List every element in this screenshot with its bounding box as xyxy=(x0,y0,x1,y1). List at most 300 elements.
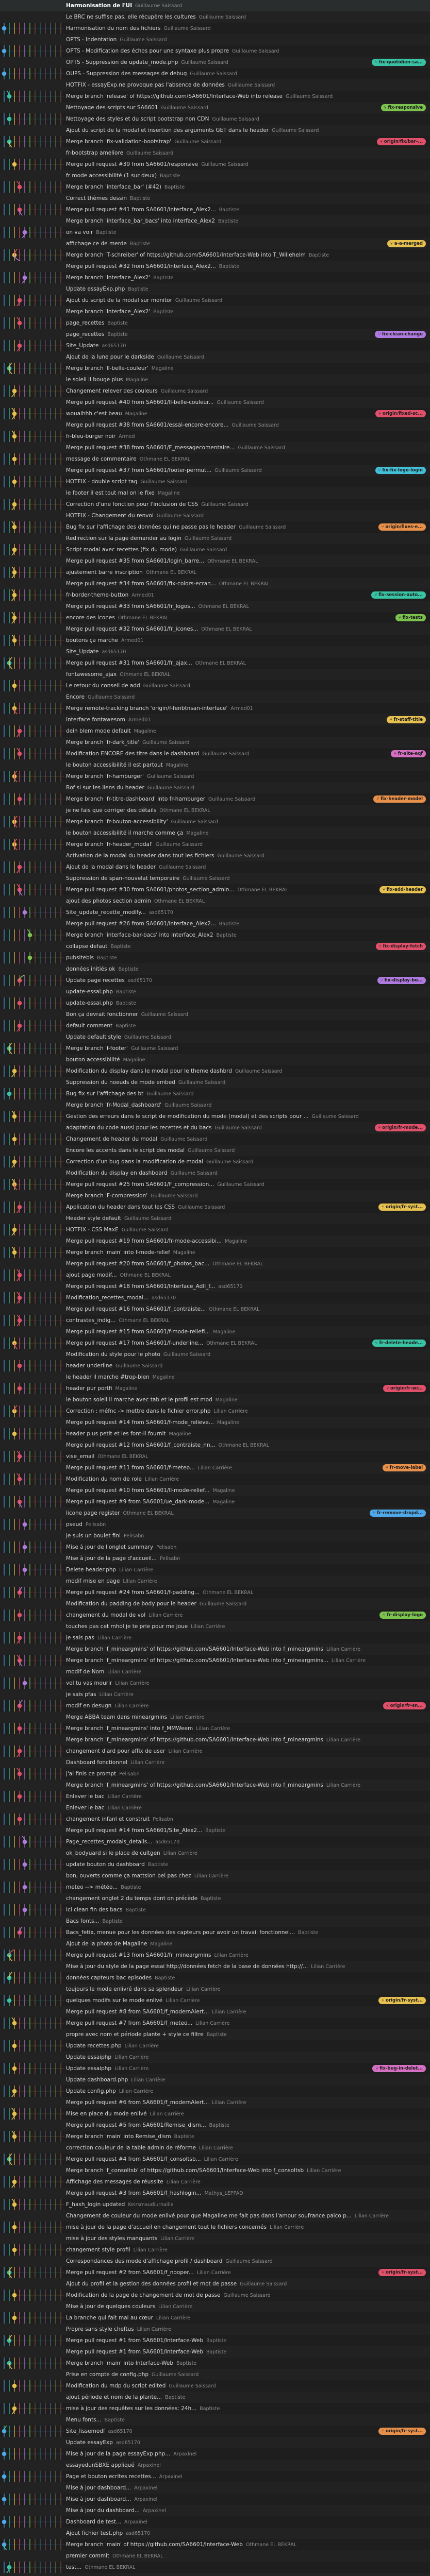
commit-message xyxy=(66,113,363,125)
commit-row[interactable] xyxy=(0,918,430,929)
branch-tag[interactable]: ⑂ fix-display-fetch xyxy=(376,943,426,950)
branch-tag[interactable]: ⑂ origin/fixes-e... xyxy=(378,523,426,531)
commit-row[interactable] xyxy=(0,397,430,408)
commit-row[interactable] xyxy=(0,419,430,431)
commit-row[interactable] xyxy=(0,227,430,238)
commit-author: Magaline xyxy=(134,728,156,734)
commit-row[interactable] xyxy=(0,465,430,476)
commit-row[interactable] xyxy=(0,125,430,136)
commit-row[interactable] xyxy=(0,2448,430,2460)
commit-row[interactable] xyxy=(0,1190,430,1201)
commit-row[interactable] xyxy=(0,2074,430,2086)
commit-row[interactable] xyxy=(0,57,430,68)
commit-row[interactable] xyxy=(0,873,430,884)
commit-row[interactable] xyxy=(0,272,430,283)
commit-message xyxy=(66,544,363,556)
commit-row[interactable] xyxy=(0,895,430,907)
commit-row[interactable] xyxy=(0,238,430,249)
commit-row[interactable] xyxy=(0,1258,430,1269)
commit-row[interactable] xyxy=(0,1235,430,1247)
commit-row[interactable] xyxy=(0,669,430,680)
commit-row[interactable] xyxy=(0,2414,430,2426)
commit-row[interactable] xyxy=(0,45,430,57)
commit-row[interactable] xyxy=(0,1394,430,1405)
commit-subject: La branche qui fait mal au cœur xyxy=(66,2315,153,2321)
commit-row[interactable] xyxy=(0,1950,430,1961)
commit-row[interactable] xyxy=(0,2154,430,2165)
commit-row[interactable] xyxy=(0,2505,430,2516)
commit-row[interactable] xyxy=(0,11,430,23)
commit-row[interactable] xyxy=(0,1677,430,1689)
branch-tag[interactable]: ⑂ origin/fr-syst... xyxy=(378,1997,426,2004)
commit-row[interactable] xyxy=(0,1734,430,1745)
commit-row[interactable] xyxy=(0,759,430,771)
commit-row[interactable] xyxy=(0,1326,430,1337)
commit-row[interactable] xyxy=(0,1791,430,1802)
commit-row[interactable] xyxy=(0,1281,430,1292)
commit-author: Lilian Carrière xyxy=(326,1647,361,1652)
commit-row[interactable] xyxy=(0,805,430,816)
branch-tag[interactable]: ⑂ origin/fr-syst... xyxy=(378,1204,426,1211)
commit-row[interactable] xyxy=(0,1167,430,1179)
commit-message xyxy=(66,193,363,205)
commit-row[interactable] xyxy=(0,657,430,669)
commit-row[interactable] xyxy=(0,1360,430,1371)
commit-row[interactable] xyxy=(0,737,430,748)
commit-row[interactable] xyxy=(0,963,430,975)
commit-row[interactable] xyxy=(0,1802,430,1814)
commit-row[interactable] xyxy=(0,1757,430,1768)
commit-row[interactable] xyxy=(0,646,430,657)
commit-subject: Update recettes.php xyxy=(66,2043,122,2049)
commit-row[interactable] xyxy=(0,2358,430,2369)
commit-row[interactable] xyxy=(0,1405,430,1417)
commit-row[interactable] xyxy=(0,1507,430,1519)
commit-row[interactable] xyxy=(0,249,430,261)
commit-row[interactable] xyxy=(0,907,430,918)
commit-row[interactable] xyxy=(0,431,430,442)
branch-tag[interactable]: ⑂ fr-move-label xyxy=(383,1464,426,1471)
commit-row[interactable] xyxy=(0,1473,430,1485)
commit-row[interactable] xyxy=(0,623,430,635)
commit-row[interactable] xyxy=(0,1621,430,1632)
commit-row[interactable] xyxy=(0,102,430,113)
branch-tag[interactable]: ⑂ fr-remove-dropd... xyxy=(370,1510,426,1517)
commit-row[interactable] xyxy=(0,2108,430,2120)
commit-row[interactable] xyxy=(0,1972,430,1984)
commit-row[interactable] xyxy=(0,2222,430,2233)
commit-row[interactable] xyxy=(0,1541,430,1553)
commit-row[interactable] xyxy=(0,2244,430,2256)
commit-row[interactable] xyxy=(0,261,430,272)
commit-row[interactable] xyxy=(0,567,430,578)
commit-row[interactable] xyxy=(0,476,430,487)
commit-row[interactable] xyxy=(0,295,430,306)
commit-row[interactable] xyxy=(0,941,430,952)
commit-row[interactable] xyxy=(0,1451,430,1462)
commit-author: Othmane EL BEKRAL xyxy=(112,2553,163,2559)
commit-row[interactable] xyxy=(0,2029,430,2040)
commit-row[interactable] xyxy=(0,2267,430,2278)
commit-row[interactable] xyxy=(0,1349,430,1360)
commit-row[interactable] xyxy=(0,2528,430,2539)
commit-row[interactable] xyxy=(0,159,430,170)
commit-row[interactable] xyxy=(0,2494,430,2505)
commit-row[interactable] xyxy=(0,986,430,997)
commit-row[interactable] xyxy=(0,2018,430,2029)
branch-tag[interactable]: ⑂ fr-delete-heade... xyxy=(372,1340,426,1347)
commit-row[interactable] xyxy=(0,385,430,397)
commit-row[interactable] xyxy=(0,714,430,725)
commit-message xyxy=(66,1870,363,1882)
commit-row[interactable] xyxy=(0,1292,430,1303)
commit-row[interactable] xyxy=(0,2392,430,2403)
commit-subject: Delete header.php xyxy=(66,1567,117,1573)
commit-row[interactable] xyxy=(0,79,430,91)
commit-row[interactable] xyxy=(0,2403,430,2414)
commit-row[interactable] xyxy=(0,1179,430,1190)
commit-message xyxy=(66,2018,363,2029)
commit-row[interactable] xyxy=(0,2550,430,2562)
commit-row[interactable] xyxy=(0,23,430,34)
branch-tag[interactable]: ⑂ origin/fr-sn... xyxy=(383,1702,426,1709)
commit-subject: Mise à jour dashboard... xyxy=(66,2485,131,2491)
commit-row[interactable] xyxy=(0,1247,430,1258)
commit-row[interactable] xyxy=(0,2482,430,2494)
commit-row[interactable] xyxy=(0,1859,430,1870)
branch-tag[interactable]: ⑂ fix-fix-logo-login xyxy=(375,467,426,474)
commit-row[interactable] xyxy=(0,1417,430,1428)
commit-row[interactable] xyxy=(0,771,430,782)
commit-subject: Merge pull request #16 from SA6601/f_contraiste... xyxy=(66,1306,206,1312)
commit-row[interactable] xyxy=(0,2120,430,2131)
commit-row[interactable] xyxy=(0,1530,430,1541)
commit-row[interactable] xyxy=(0,2460,430,2471)
commit-row[interactable] xyxy=(0,1564,430,1575)
commit-author: Guillaume Saissard xyxy=(141,1012,188,1018)
commit-author: Lilian Carrière xyxy=(131,2077,166,2083)
commit-row[interactable] xyxy=(0,816,430,827)
commit-row[interactable] xyxy=(0,691,430,703)
commit-subject: Merge pull request #12 from SA6601/f_contraiste_nn... xyxy=(66,1442,216,1448)
commit-row[interactable] xyxy=(0,1371,430,1383)
commit-row[interactable] xyxy=(0,147,430,159)
commit-subject: Merge pull request #5 from SA6601/Remise_dism... xyxy=(66,2122,206,2128)
commit-row[interactable] xyxy=(0,1575,430,1587)
commit-row[interactable] xyxy=(0,793,430,805)
branch-tag[interactable]: ⑂ fr-display-logo xyxy=(379,1612,426,1619)
commit-row[interactable] xyxy=(0,1213,430,1224)
commit-author: Othmane EL BEKRAL xyxy=(237,887,288,893)
commit-message xyxy=(66,2074,363,2086)
branch-tag[interactable]: ⑂ fix-responsive xyxy=(381,104,426,111)
commit-row[interactable] xyxy=(0,2210,430,2222)
commit-row[interactable] xyxy=(0,544,430,555)
commit-row[interactable] xyxy=(0,2142,430,2154)
commit-row[interactable] xyxy=(0,306,430,317)
commit-row[interactable] xyxy=(0,1054,430,1065)
commit-row[interactable] xyxy=(0,1666,430,1677)
commit-message xyxy=(66,2131,363,2143)
commit-row[interactable] xyxy=(0,1882,430,1893)
commit-row[interactable] xyxy=(0,2097,430,2108)
commit-row[interactable] xyxy=(0,1655,430,1666)
commit-row[interactable] xyxy=(0,2369,430,2380)
commit-subject: Merge branch 'release' of https://github.com/SA6601/Interface-Web into release xyxy=(66,93,283,99)
commit-row[interactable] xyxy=(0,2006,430,2018)
commit-row[interactable] xyxy=(0,2516,430,2528)
commit-row[interactable] xyxy=(0,1609,430,1621)
commit-row[interactable] xyxy=(0,1904,430,1916)
commit-row[interactable] xyxy=(0,2471,430,2482)
commit-row[interactable] xyxy=(0,861,430,873)
commit-row[interactable] xyxy=(0,351,430,363)
commit-row[interactable] xyxy=(0,1553,430,1564)
branch-tag[interactable]: ⑂ origin/fr-syst... xyxy=(378,2269,426,2276)
branch-tag[interactable]: ⑂ fix-header-model xyxy=(373,795,426,803)
commit-row[interactable] xyxy=(0,1031,430,1043)
commit-row[interactable] xyxy=(0,1111,430,1122)
commit-row[interactable] xyxy=(0,1496,430,1507)
commit-row[interactable] xyxy=(0,204,430,215)
commit-row[interactable] xyxy=(0,1439,430,1451)
branch-tag[interactable]: ⑂ fix-tests xyxy=(395,614,426,621)
commit-row[interactable] xyxy=(0,2278,430,2290)
commit-author: Armed xyxy=(119,434,135,439)
commit-row[interactable] xyxy=(0,2573,430,2576)
commit-author: Othmane EL BEKRAL xyxy=(219,581,270,587)
commit-row[interactable] xyxy=(0,1145,430,1156)
commit-row[interactable] xyxy=(0,589,430,601)
commit-subject: le bouton soleil il marche avec tab et le profil est mod xyxy=(66,1397,212,1403)
commit-row[interactable] xyxy=(0,2188,430,2199)
commit-row[interactable] xyxy=(0,975,430,986)
commit-row[interactable] xyxy=(0,2052,430,2063)
commit-row[interactable] xyxy=(0,703,430,714)
branch-tag[interactable]: ⑂ fix-quotidien-sa... xyxy=(372,59,426,66)
commit-row[interactable] xyxy=(0,453,430,465)
commit-row[interactable] xyxy=(0,113,430,125)
commit-row[interactable] xyxy=(0,748,430,759)
commit-row[interactable] xyxy=(0,340,430,351)
commit-row[interactable] xyxy=(0,1462,430,1473)
commit-row[interactable] xyxy=(0,136,430,147)
commit-row[interactable] xyxy=(0,725,430,737)
commit-row[interactable] xyxy=(0,1383,430,1394)
commit-row[interactable] xyxy=(0,1519,430,1530)
commit-row[interactable] xyxy=(0,283,430,295)
commit-row[interactable] xyxy=(0,2233,430,2244)
commit-author: Magaline xyxy=(166,762,188,768)
commit-row[interactable] xyxy=(0,850,430,861)
commit-row[interactable] xyxy=(0,91,430,102)
commit-row[interactable] xyxy=(0,408,430,419)
commit-row[interactable] xyxy=(0,929,430,941)
commit-row[interactable] xyxy=(0,1099,430,1111)
commit-row[interactable] xyxy=(0,1938,430,1950)
branch-tag[interactable]: ⑂ fr-staff-title xyxy=(387,716,426,723)
commit-row[interactable] xyxy=(0,2335,430,2346)
commit-row[interactable] xyxy=(0,1122,430,1133)
commit-message xyxy=(66,2256,363,2267)
commit-row[interactable] xyxy=(0,1315,430,1326)
commit-message xyxy=(66,1507,363,1519)
commit-row[interactable] xyxy=(0,1428,430,1439)
commit-message xyxy=(66,2108,363,2120)
commit-row[interactable] xyxy=(0,2290,430,2301)
branch-tag[interactable]: ⑂ origin/fr-wr... xyxy=(383,1385,426,1392)
commit-row[interactable] xyxy=(0,1598,430,1609)
commit-row[interactable] xyxy=(0,215,430,227)
commit-row[interactable] xyxy=(0,1632,430,1643)
commit-row[interactable] xyxy=(0,1700,430,1711)
branch-tag[interactable]: ⑂ fix-clean-change xyxy=(375,331,426,338)
commit-message xyxy=(66,997,363,1009)
commit-row[interactable] xyxy=(0,1825,430,1836)
commit-row[interactable] xyxy=(0,329,430,340)
commit-row[interactable] xyxy=(0,442,430,453)
branch-tag[interactable]: ⑂ fix-bug-in-delet... xyxy=(372,2065,426,2072)
commit-row[interactable] xyxy=(0,1893,430,1904)
commit-row[interactable] xyxy=(0,1224,430,1235)
commit-row[interactable] xyxy=(0,2562,430,2573)
commit-row[interactable] xyxy=(0,1643,430,1655)
commit-row[interactable] xyxy=(0,2040,430,2052)
commit-row[interactable] xyxy=(0,0,430,11)
commit-row[interactable] xyxy=(0,1711,430,1723)
commit-row[interactable] xyxy=(0,1961,430,1972)
commit-author: Guillaume Saissard xyxy=(152,2372,199,2378)
commit-message xyxy=(66,2312,363,2324)
commit-row[interactable] xyxy=(0,1485,430,1496)
commit-row[interactable] xyxy=(0,2346,430,2358)
commit-author: Lilian Carrière xyxy=(326,1737,361,1743)
branch-tag[interactable]: ⑂ origin/fr-syst... xyxy=(378,2428,426,2435)
commit-row[interactable] xyxy=(0,997,430,1009)
commit-row[interactable] xyxy=(0,68,430,79)
branch-tag[interactable]: ⑂ fr-site-aqf xyxy=(391,750,426,757)
commit-row[interactable] xyxy=(0,34,430,45)
commit-row[interactable] xyxy=(0,1043,430,1054)
commit-row[interactable] xyxy=(0,1689,430,1700)
commit-row[interactable] xyxy=(0,2165,430,2176)
commit-row[interactable] xyxy=(0,1009,430,1020)
commit-row[interactable] xyxy=(0,839,430,850)
branch-tag[interactable]: ⑂ a-a-merged xyxy=(387,240,426,247)
commit-row[interactable] xyxy=(0,2176,430,2188)
commit-row[interactable] xyxy=(0,1133,430,1145)
commit-row[interactable] xyxy=(0,952,430,963)
commit-row[interactable] xyxy=(0,2312,430,2324)
commit-author: Lilian Carrière xyxy=(197,1465,233,1471)
commit-row[interactable] xyxy=(0,2426,430,2437)
branch-tag[interactable]: ⑂ fix-session-auto... xyxy=(371,591,426,599)
commit-row[interactable] xyxy=(0,1848,430,1859)
commit-subject: essayedunSBXE appliqué xyxy=(66,2462,135,2468)
commit-row[interactable] xyxy=(0,2256,430,2267)
commit-row[interactable] xyxy=(0,555,430,567)
commit-row[interactable] xyxy=(0,635,430,646)
commit-row[interactable] xyxy=(0,884,430,895)
commit-row[interactable] xyxy=(0,2301,430,2312)
commit-row[interactable] xyxy=(0,2131,430,2142)
commit-row[interactable] xyxy=(0,181,430,193)
commit-row[interactable] xyxy=(0,612,430,623)
commit-row[interactable] xyxy=(0,1303,430,1315)
commit-row[interactable] xyxy=(0,193,430,204)
commit-subject: correction couleur de la table admin de réforme xyxy=(66,2145,196,2151)
commit-row[interactable] xyxy=(0,2086,430,2097)
commit-message xyxy=(66,952,363,964)
commit-row[interactable] xyxy=(0,1156,430,1167)
branch-tag[interactable]: ⑂ fix-display-bo... xyxy=(377,977,426,984)
commit-row[interactable] xyxy=(0,1870,430,1882)
branch-tag[interactable]: ⑂ origin/fix/bar-... xyxy=(377,138,426,145)
commit-author: Othmane EL BEKRAL xyxy=(198,604,249,609)
commit-row[interactable] xyxy=(0,578,430,589)
commit-row[interactable] xyxy=(0,521,430,533)
commit-row[interactable] xyxy=(0,1836,430,1848)
commit-message xyxy=(66,2562,363,2573)
commit-author: Magaline xyxy=(213,1329,236,1335)
commit-row[interactable] xyxy=(0,1020,430,1031)
commit-row[interactable] xyxy=(0,1088,430,1099)
commit-row[interactable] xyxy=(0,1745,430,1757)
commit-row[interactable] xyxy=(0,533,430,544)
commit-author: Guillaume Saissard xyxy=(178,1080,226,1086)
commit-row[interactable] xyxy=(0,487,430,499)
commit-row[interactable] xyxy=(0,1269,430,1281)
branch-tag[interactable]: ⑂ origin/fixed-sc... xyxy=(375,410,426,417)
commit-row[interactable] xyxy=(0,1916,430,1927)
commit-row[interactable] xyxy=(0,680,430,691)
commit-row[interactable] xyxy=(0,374,430,385)
commit-row[interactable] xyxy=(0,2063,430,2074)
commit-row[interactable] xyxy=(0,2199,430,2210)
commit-row[interactable] xyxy=(0,499,430,510)
commit-row[interactable] xyxy=(0,2380,430,2392)
commit-row[interactable] xyxy=(0,317,430,329)
commit-row[interactable] xyxy=(0,827,430,839)
commit-row[interactable] xyxy=(0,1077,430,1088)
branch-tag[interactable]: ⑂ fix-add-header xyxy=(379,886,426,893)
commit-row[interactable] xyxy=(0,601,430,612)
commit-row[interactable] xyxy=(0,1780,430,1791)
commit-row[interactable] xyxy=(0,170,430,181)
commit-author: Lilian Carrière xyxy=(119,2089,154,2094)
commit-row[interactable] xyxy=(0,2324,430,2335)
commit-row[interactable] xyxy=(0,1814,430,1825)
commit-row[interactable] xyxy=(0,1337,430,1349)
commit-row[interactable] xyxy=(0,510,430,521)
commit-row[interactable] xyxy=(0,1995,430,2006)
commit-message xyxy=(66,1405,363,1417)
commit-row[interactable] xyxy=(0,1587,430,1598)
commit-row[interactable] xyxy=(0,1927,430,1938)
commit-row[interactable] xyxy=(0,1723,430,1734)
commit-row[interactable] xyxy=(0,1768,430,1780)
branch-tag[interactable]: ⑂ origin/fr-mode... xyxy=(375,1124,426,1131)
commit-row[interactable] xyxy=(0,1065,430,1077)
commit-subject: Activation de la modal du header dans tout les fichiers xyxy=(66,853,214,859)
commit-row[interactable] xyxy=(0,2437,430,2448)
commit-row[interactable] xyxy=(0,363,430,374)
commit-row[interactable] xyxy=(0,1984,430,1995)
commit-row[interactable] xyxy=(0,782,430,793)
commit-row[interactable] xyxy=(0,1201,430,1213)
commit-author: Baptiste xyxy=(147,1862,169,1868)
commit-row[interactable] xyxy=(0,2539,430,2550)
